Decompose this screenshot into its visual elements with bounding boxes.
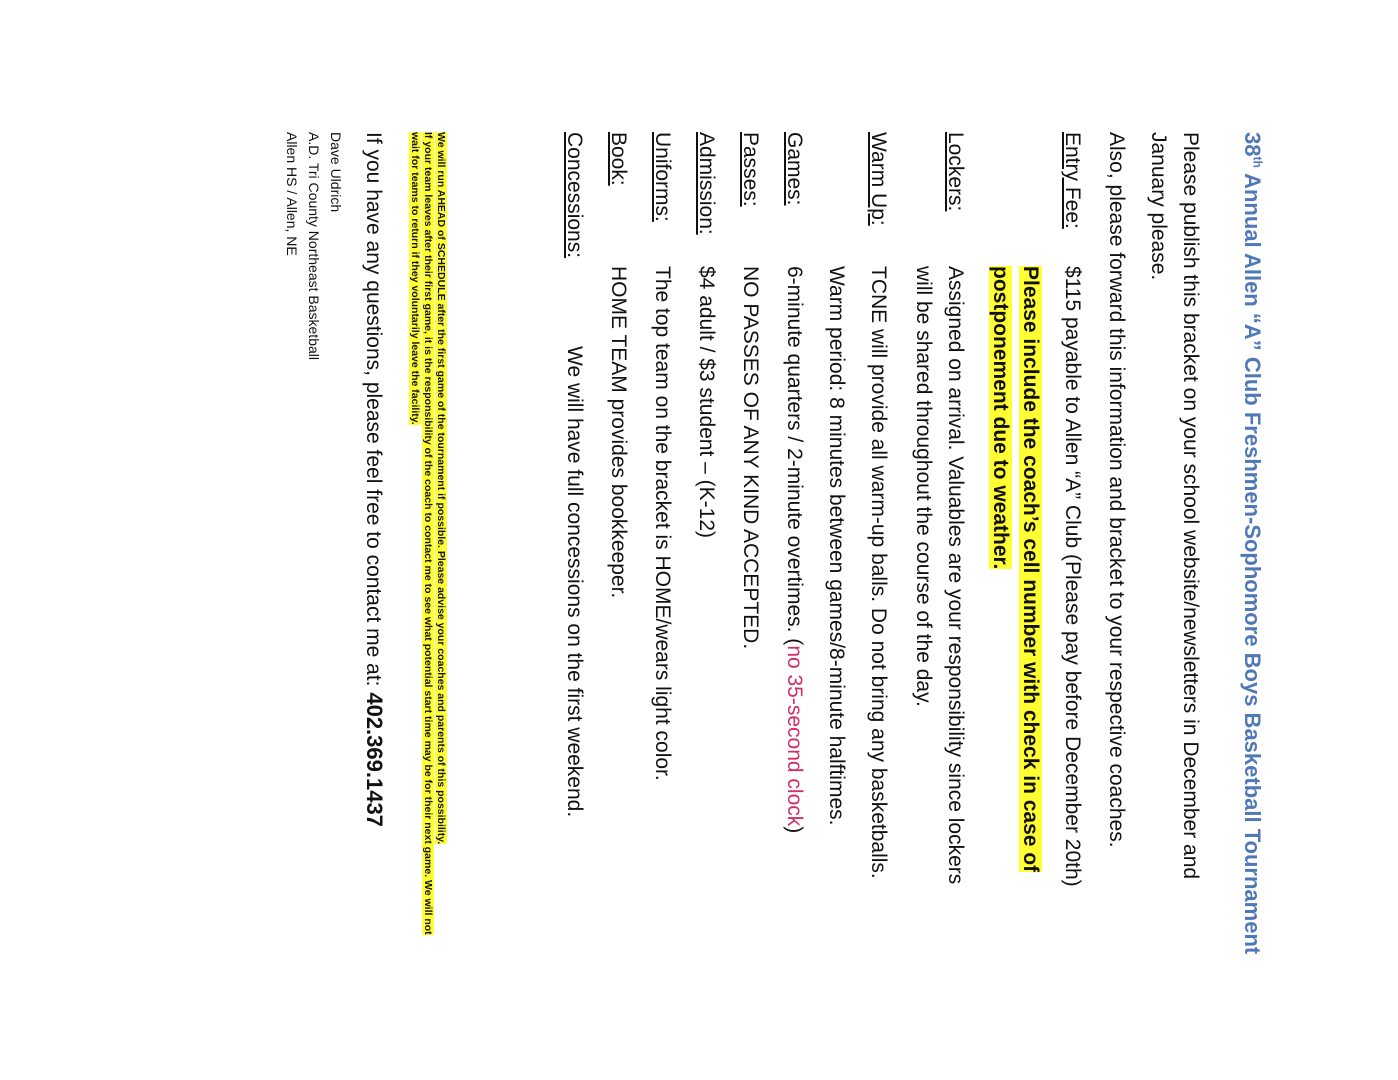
passes-value: NO PASSES OF ANY KIND ACCEPTED. — [739, 266, 762, 650]
games-value — [779, 266, 809, 833]
rotated-letter — [255, 132, 1265, 1080]
games-shot-clock-note: no 35-second clock — [783, 645, 806, 827]
entry-fee-highlight-1: Please include the coach’s cell number with check in case of — [1019, 266, 1042, 873]
contact-line — [358, 132, 389, 827]
intro-line-3: Also, please forward this information and bracket to your respective coaches. — [1105, 132, 1128, 848]
lockers-line-2: will be shared throughout the course of the day. — [912, 266, 935, 707]
games-label: Games: — [783, 132, 806, 206]
book-label: Book: — [607, 132, 630, 186]
lockers-line-1: Assigned on arrival. Valuables are your responsibility since lockers — [944, 266, 967, 885]
title-ordinal-suffix: th — [1250, 156, 1265, 168]
signature-title: A.D. Tri County Northeast Basketball — [306, 132, 322, 360]
warm-up-label: Warm Up: — [867, 132, 890, 226]
contact-phone: 402.369.1437 — [362, 692, 387, 827]
title-text: Annual Allen “A” Club Freshmen-Sophomore Boys Basketball Tournament — [1240, 173, 1265, 955]
uniforms-value: The top team on the bracket is HOME/wears light color. — [651, 266, 674, 781]
intro-line-2: January please. — [1147, 132, 1170, 281]
entry-fee-highlight-2: postponement due to weather. — [989, 266, 1012, 570]
signature-name: Dave Uldrich — [328, 132, 344, 213]
schedule-note-line-1: We will run AHEAD of SCHEDULE after the first game of the tournament if possible. Please advise your coaches and parents of this possibility. — [435, 132, 447, 845]
concessions-value: We will have full concessions on the first weekend. — [563, 346, 586, 818]
games-text: 6-minute quarters / 2-minute overtimes. ( — [783, 266, 806, 646]
entry-fee-value: $115 payable to Allen “A” Club (Please pay before December 20th) — [1061, 266, 1084, 887]
signature-location: Allen HS / Allen, NE — [284, 132, 300, 256]
contact-text: If you have any questions, please feel free to contact me at: — [362, 132, 385, 693]
entry-fee-label: Entry Fee: — [1061, 132, 1084, 229]
concessions-label: Concessions: — [563, 132, 586, 259]
intro-line-1: Please publish this bracket on your school website/newsletters in December and — [1179, 132, 1202, 880]
title-ordinal: 38 — [1240, 132, 1265, 157]
lockers-label: Lockers: — [944, 132, 967, 212]
admission-label: Admission: — [695, 132, 718, 235]
uniforms-label: Uniforms: — [651, 132, 674, 222]
page-title — [1239, 132, 1265, 954]
warm-up-line-2: Warm period: 8 minutes between games/8-minute halftimes. — [825, 266, 848, 826]
warm-up-line-1: TCNE will provide all warm-up balls. Do not bring any basketballs. — [867, 266, 890, 879]
games-close-paren: ) — [783, 826, 806, 834]
admission-value: $4 adult / $3 student – (K-12) — [695, 266, 718, 539]
book-value: HOME TEAM provides bookkeeper. — [607, 266, 630, 599]
schedule-note-line-2: If your team leaves after their first game, it is the responsibility of the coach to contact me to see what potential start time may be for their next game. We will not wait for teams to return if they voluntarily leave the facility. — [409, 132, 434, 935]
schedule-note — [408, 132, 447, 937]
passes-label: Passes: — [739, 132, 762, 207]
